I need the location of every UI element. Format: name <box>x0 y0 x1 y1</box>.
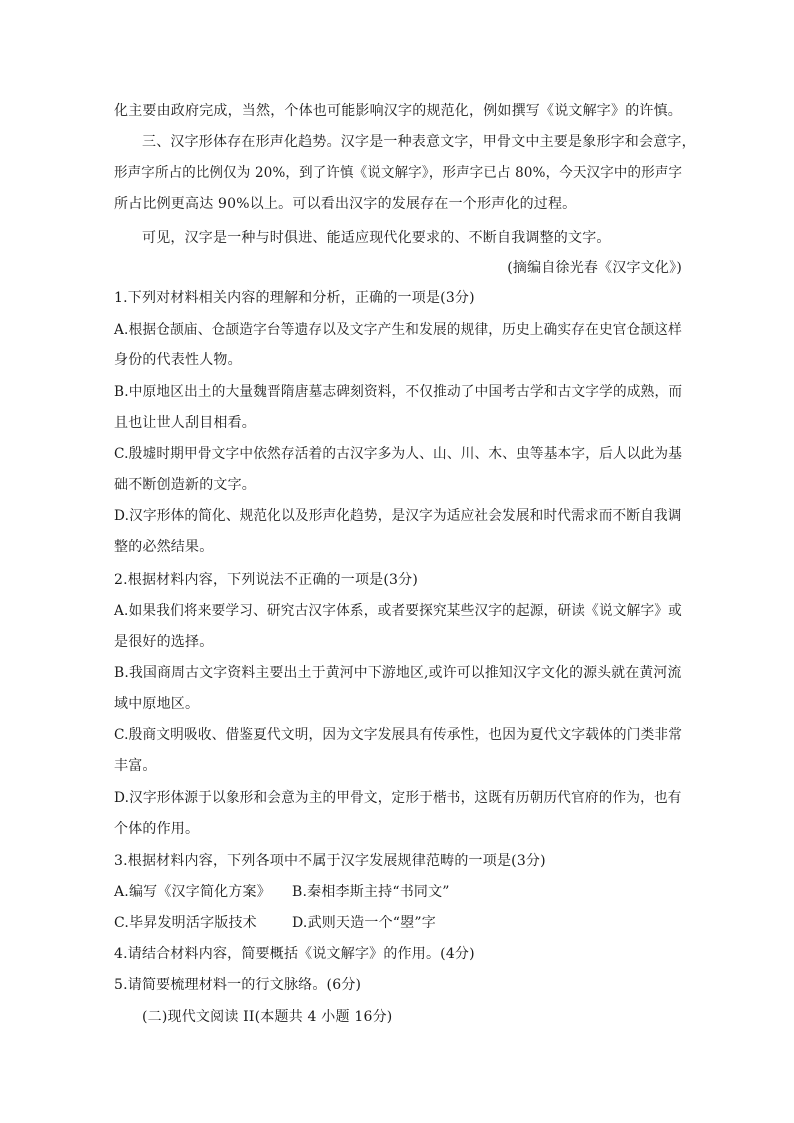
question-1-option-d: D.汉字形体的简化、规范化以及形声化趋势，是汉字为适应社会发展和时代需求而不断自我调 <box>114 508 682 524</box>
question-1-option-c-cont: 础不断创造新的文字。 <box>114 477 256 493</box>
question-3-option-a: A.编写《汉字简化方案》 <box>114 884 271 900</box>
question-2-option-a-cont: 是很好的选择。 <box>114 634 214 650</box>
passage-conclusion: 可见，汉字是一种与时俱进、能适应现代化要求的、不断自我调整的文字。 <box>142 230 611 246</box>
question-3-options-row-1 <box>114 882 682 902</box>
question-1-stem: 1.下列对材料相关内容的理解和分析，正确的一项是(3分) <box>114 290 475 306</box>
question-2-option-d-cont: 个体的作用。 <box>114 821 200 837</box>
passage-text-line: 形声字所占的比例仅为 20%，到了许慎《说文解字》，形声字已占 80%，今天汉字中的形声字 <box>114 165 683 181</box>
question-1-option-b-cont: 且也让世人刮目相看。 <box>114 415 256 431</box>
question-2-option-b: B.我国商周古文字资料主要出土于黄河中下游地区,或许可以推知汉字文化的源头就在黄河流 <box>114 665 682 681</box>
question-2-option-b-cont: 域中原地区。 <box>114 696 200 712</box>
question-1-option-b: B.中原地区出土的大量魏晋隋唐墓志碑刻资料，不仅推动了中国考古学和古文字学的成熟，而 <box>114 384 683 400</box>
question-1-option-d-cont: 整的必然结果。 <box>114 539 214 555</box>
question-1-option-c: C.殷墟时期甲骨文字中依然存活着的古汉字多为人、山、川、木、虫等基本字，后人以此为基 <box>114 446 683 462</box>
question-4-stem: 4.请结合材料内容，简要概括《说文解字》的作用。(4分) <box>114 946 475 962</box>
question-1-option-a-cont: 身份的代表性人物。 <box>114 352 242 368</box>
question-3-stem: 3.根据材料内容，下列各项中不属于汉字发展规律范畴的一项是(3分) <box>114 853 546 869</box>
passage-text-line: 化主要由政府完成，当然，个体也可能影响汉字的规范化，例如撰写《说文解字》的许慎。 <box>114 103 682 119</box>
question-1-option-a: A.根据仓颉庙、仓颉造字台等遗存以及文字产生和发展的规律，历史上确实存在史官仓颉这样 <box>114 322 682 338</box>
question-5-stem: 5.请简要梳理材料一的行文脉络。(6分) <box>114 977 362 993</box>
question-2-stem: 2.根据材料内容，下列说法不正确的一项是(3分) <box>114 572 418 588</box>
question-3-option-d: D.武则天造一个“曌”字 <box>292 915 436 931</box>
question-3-option-b: B.秦相李斯主持“书同文” <box>292 884 450 900</box>
question-2-option-a: A.如果我们将来要学习、研究古汉字体系，或者要探究某些汉字的起源，研读《说文解字》或 <box>114 603 682 619</box>
passage-text-line: 所占比例更高达 90%以上。可以看出汉字的发展存在一个形声化的过程。 <box>114 196 577 212</box>
question-3-option-c: C.毕昇发明活字版技术 <box>114 915 257 931</box>
passage-text-line: 三、汉字形体存在形声化趋势。汉字是一种表意文字，甲骨文中主要是象形字和会意字， <box>142 134 696 150</box>
passage-source: (摘编自徐光春《汉字文化》) <box>507 260 682 276</box>
question-2-option-c: C.殷商文明吸收、借鉴夏代文明，因为文字发展具有传承性，也因为夏代文字载体的门类非常 <box>114 727 683 743</box>
question-2-option-d: D.汉字形体源于以象形和会意为主的甲骨文，定形于楷书，这既有历朝历代官府的作为，也有 <box>114 790 682 806</box>
question-2-option-c-cont: 丰富。 <box>114 758 157 774</box>
question-3-options-row-2 <box>114 913 682 933</box>
section-heading: (二)现代文阅读 II(本题共 4 小题 16分) <box>142 1009 393 1025</box>
